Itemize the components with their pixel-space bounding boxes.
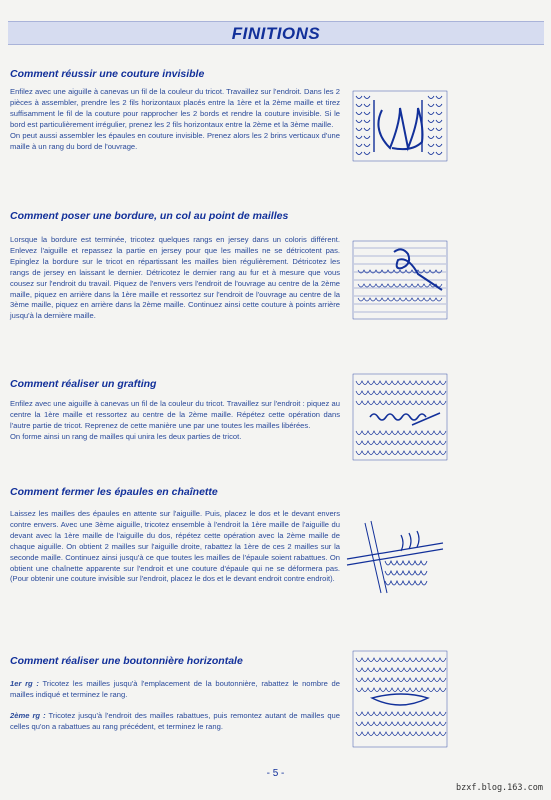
section-title: Comment fermer les épaules en chaînette	[10, 486, 218, 498]
page-title: FINITIONS	[231, 24, 321, 43]
section-title: Comment poser une bordure, un col au point de mailles	[10, 210, 289, 222]
section-paragraph: Lorsque la bordure est terminée, tricotez quelques rangs en jersey dans un coloris différent. Enlevez l'aiguille et repassez la partie en jersey pour que les mailles ne se détricotent pas. Epinglez la bordure sur le tricot en répartissant les mailles bien régulièrement. Détricotez les rangs de jersey en laissant le dernier. Détricotez le dernier rang au fur et à mesure que vous cousez sur l'endroit du travail. Piquez de l'envers vers l'endroit de l'ouvrage au centre de la 2ème maille, piquez en arrière dans la 1ère maille et ressortez sur l'endroit de l'ouvrage au centre de la 3ème maille, piquez en arrière dans la 2ème maille. Continuez ainsi cette couture à points arrière jusqu'à la dernière maille.	[10, 235, 340, 321]
step-paragraph	[10, 679, 340, 701]
step-lead: 1er rg :	[10, 679, 39, 688]
page-number: - 5 -	[266, 768, 285, 779]
step-text: Tricotez jusqu'à l'endroit des mailles rabattues, puis remontez autant de mailles que celles qu'on a rabattues au rang précédent, et terminez le rang.	[10, 710, 340, 731]
section-paragraph: On peut aussi assembler les épaules en couture invisible. Prenez alors les 2 brins verticaux d'une maille à un rang du bord de l'ouvrage.	[10, 130, 340, 151]
buttonhole-illustration-icon	[352, 650, 448, 748]
section-title: Comment réussir une couture invisible	[10, 68, 205, 80]
section-invisible-seam	[10, 68, 340, 152]
section-buttonhole	[10, 655, 340, 733]
title-band	[8, 21, 544, 45]
section-paragraph: Laissez les mailles des épaules en attente sur l'aiguille. Puis, placez le dos et le devant envers contre envers. Avec une 3ème aiguille, tricotez ensemble à l'endroit la 1ère maille de l'aiguille du devant avec la 1ère maille de l'aiguille du dos, répétez cette opération avec la 2ème maille de chaque aiguille. On obtient 2 mailles sur l'aiguille droite, rabattez la 1ère de ces 2 mailles sur la seconde maille. Continuez ainsi jusqu'à ce que toutes les mailles de l'épaule soient rabattues. On obtient une chaînette apparente sur l'endroit et une couture d'épaule qui ne se déformera pas. (Pour obtenir une couture invisible sur l'endroit, placez le dos et le devant endroit contre endroit).	[10, 509, 340, 584]
section-title: Comment réaliser une boutonnière horizontale	[10, 655, 243, 667]
section-paragraph: On forme ainsi un rang de mailles qui unira les deux parties de tricot.	[10, 431, 242, 441]
section-border-stitch	[10, 210, 340, 322]
invisible-seam-illustration-icon	[352, 90, 448, 162]
watermark: bzxf.blog.163.com	[456, 783, 543, 793]
section-paragraph: Enfilez avec une aiguille à canevas un fil de la couleur du tricot. Travaillez sur l'endroit : piquez au centre la 1ère maille et ressortez au centre de la 2ème maille. Répétez cette opération dans l'autre partie de tricot. Reprenez de cette manière une par une toutes les mailles libérées.	[10, 399, 340, 430]
shoulder-chain-illustration-icon	[345, 515, 445, 597]
border-stitch-illustration-icon	[352, 240, 448, 320]
grafting-illustration-icon	[352, 373, 448, 461]
step-text: Tricotez les mailles jusqu'à l'emplacement de la boutonnière, rabattez le nombre de mailles indiqué et terminez le rang.	[10, 679, 340, 699]
section-title: Comment réaliser un grafting	[10, 378, 157, 390]
step-paragraph	[10, 711, 340, 733]
section-paragraph: Enfilez avec une aiguille à canevas un fil de la couleur du tricot. Travaillez sur l'endroit. Dans les 2 pièces à assembler, prendre les 2 fils horizontaux placés entre la 1ère et la 2ème maille et tirez suffisamment le fil de la couture pour rapprocher les 2 bords et rendre la couture invisible. Si le bord est particulièrement irrégulier, prenez les 2 fils horizontaux entre la 2ème et la 3ème maille.	[10, 87, 340, 129]
step-lead: 2ème rg :	[10, 710, 46, 720]
section-grafting	[10, 378, 340, 443]
section-shoulder-chain	[10, 486, 340, 585]
